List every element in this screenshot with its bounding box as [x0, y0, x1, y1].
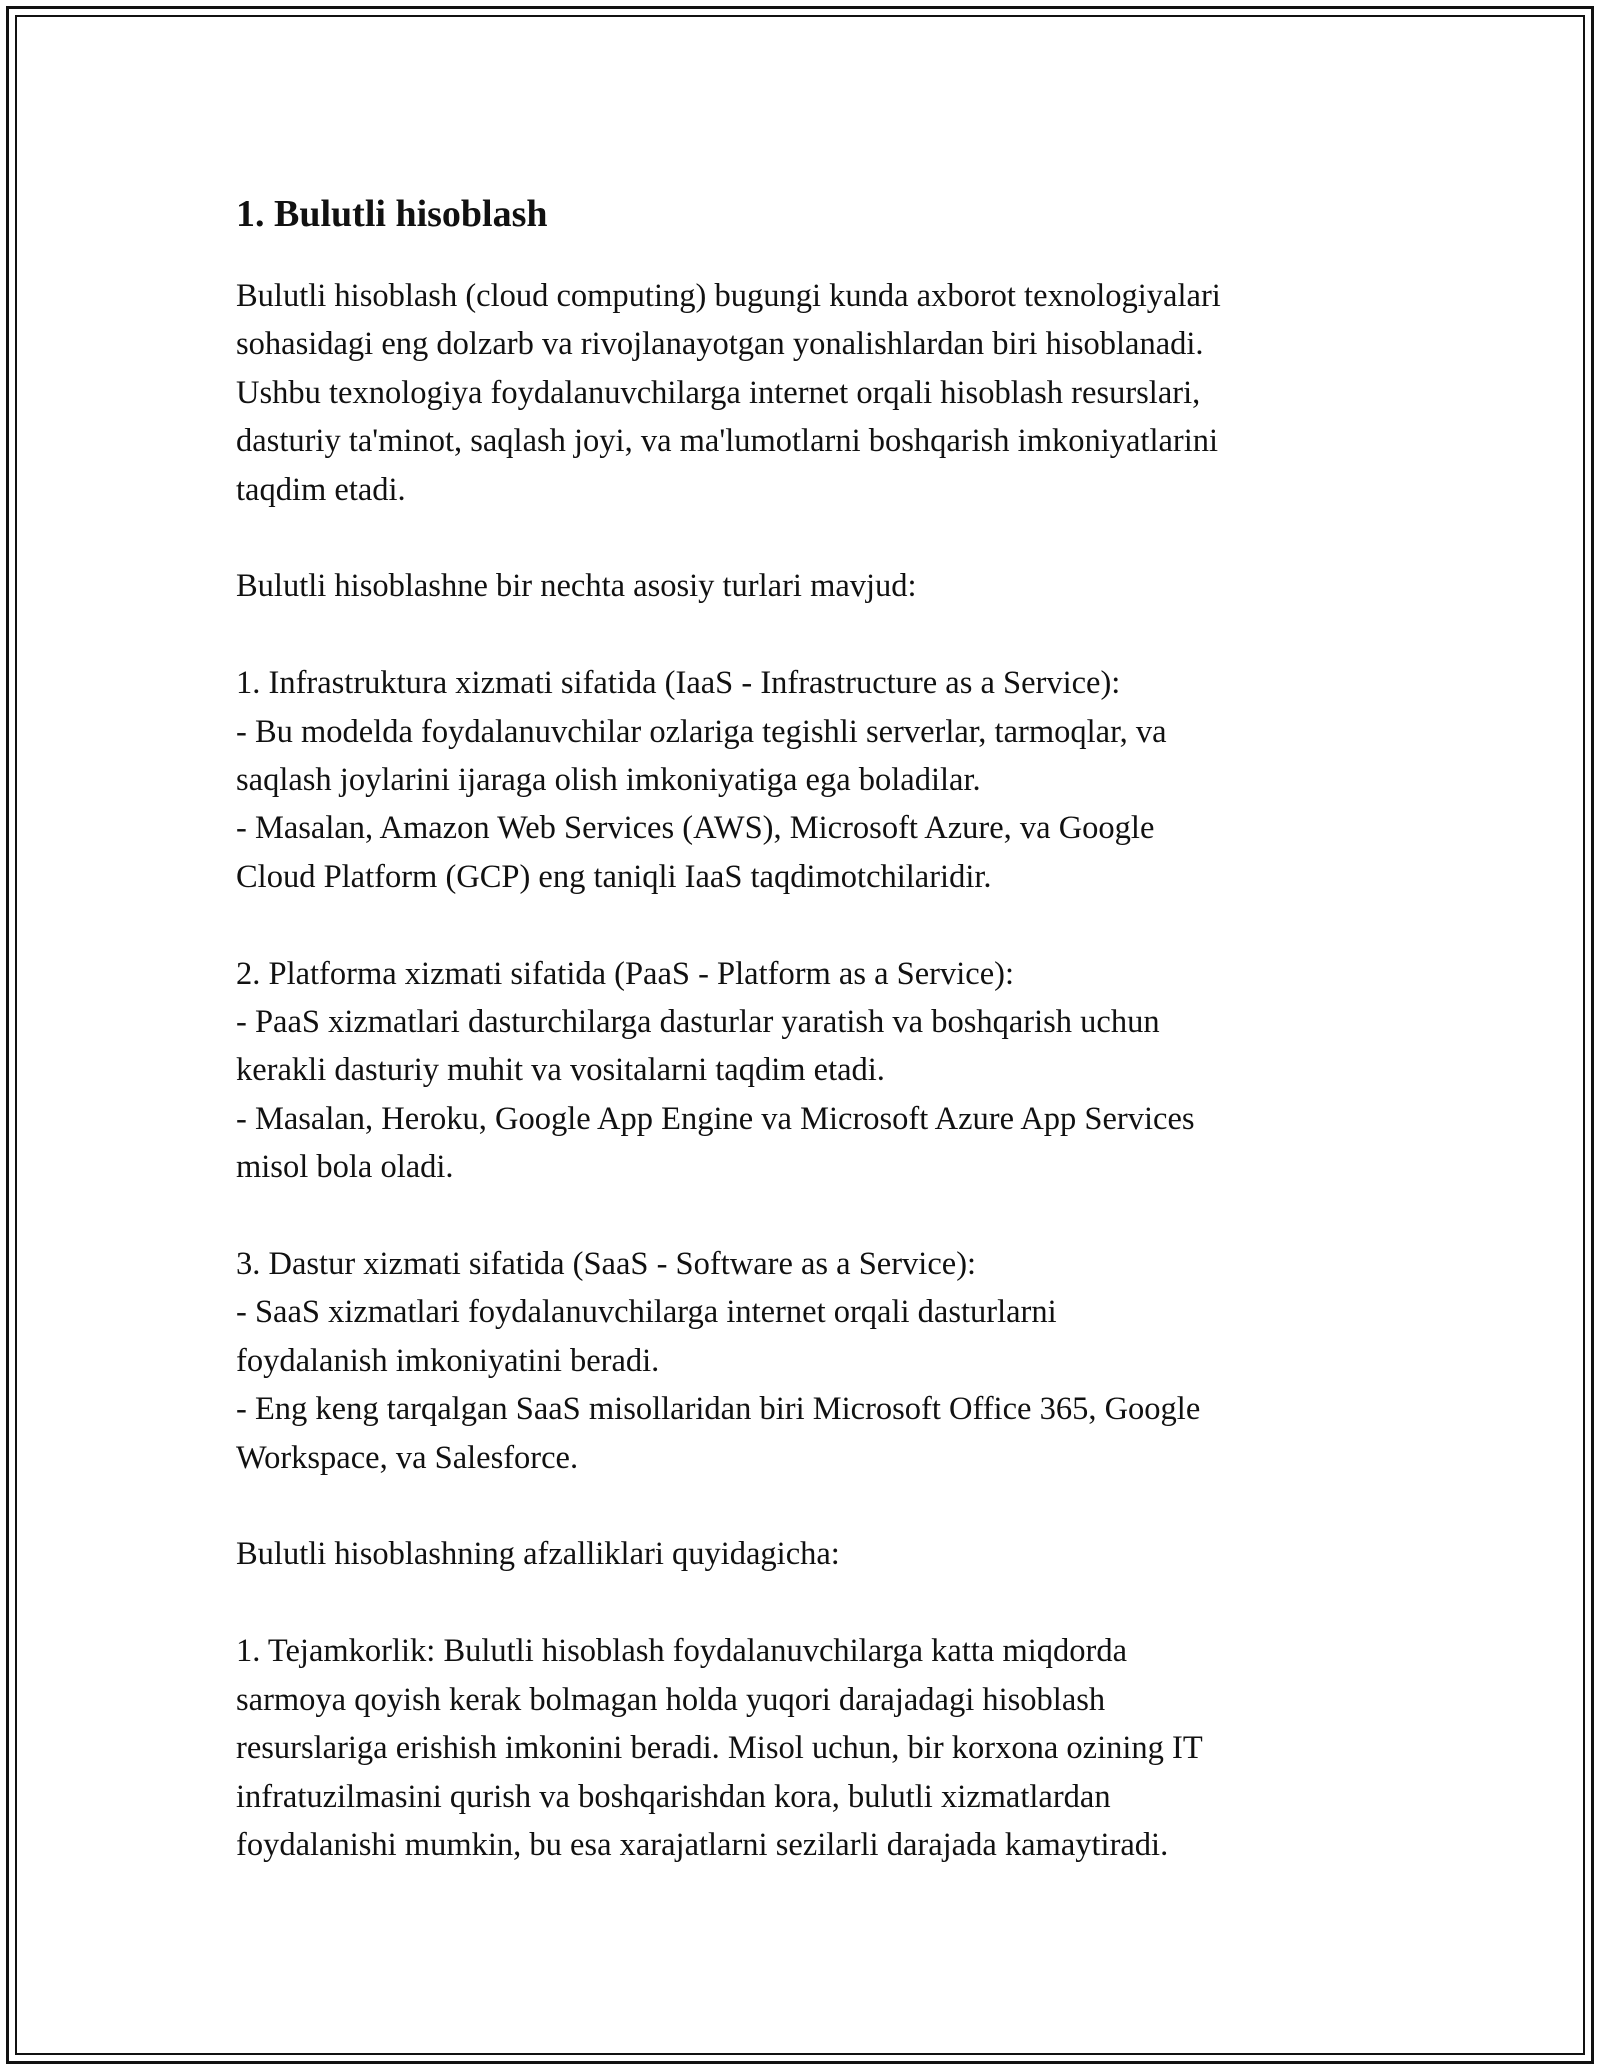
types-heading: Bulutli hisoblashne bir nechta asosiy turlari mavjud: [236, 568, 917, 605]
saas-section: 3. Dastur xizmati sifatida (SaaS - Software as a Service): - SaaS xizmatlari foydalanuvchilarga internet orqali dasturlarni foydalanish imkoniyatini beradi. - Eng keng tarqalgan SaaS misollaridan biri Microsoft Office 365, Google Workspace, va Salesforce. [236, 1246, 1201, 1476]
spacer [236, 611, 1376, 659]
spacer [236, 1482, 1376, 1530]
advantage-cost-efficiency: 1. Tejamkorlik: Bulutli hisoblash foydalanuvchilarga katta miqdorda sarmoya qoyish kerak bolmagan holda yuqori darajadagi hisoblash resurslariga erishish imkonini beradi. Misol uchun, bir korxona ozining IT infratuzilmasini qurish va boshqarishdan kora, bulutli xizmatlardan foydalanishi mumkin, bu esa xarajatlarni sezilarli darajada kamaytiradi. [236, 1633, 1203, 1863]
spacer [236, 514, 1376, 562]
spacer [236, 1579, 1376, 1627]
advantages-heading: Bulutli hisoblashning afzalliklari quyidagicha: [236, 1536, 840, 1573]
page-title: 1. Bulutli hisoblash [236, 193, 548, 235]
iaas-section: 1. Infrastruktura xizmati sifatida (IaaS - Infrastructure as a Service): - Bu modelda foydalanuvchilar ozlariga tegishli serverlar, tarmoqlar, va saqlash joylarini ijaraga olish imkoniyatiga ega boladilar. - Masalan, Amazon Web Services (AWS), Microsoft Azure, va Google Cloud Platform (GCP) eng taniqli IaaS taqdimotchilaridir. [236, 665, 1167, 895]
document-body [236, 186, 1376, 1869]
spacer [236, 901, 1376, 949]
spacer [236, 1192, 1376, 1240]
intro-paragraph: Bulutli hisoblash (cloud computing) bugungi kunda axborot texnologiyalari sohasidagi eng dolzarb va rivojlanayotgan yonalishlardan biri hisoblanadi. Ushbu texnologiya foydalanuvchilarga internet orqali hisoblash resurslari, dasturiy ta'minot, saqlash joyi, va ma'lumotlarni boshqarish imkoniyatlarini taqdim etadi. [236, 278, 1221, 508]
paas-section: 2. Platforma xizmati sifatida (PaaS - Platform as a Service): - PaaS xizmatlari dasturchilarga dasturlar yaratish va boshqarish uchun kerakli dasturiy muhit va vositalarni taqdim etadi. - Masalan, Heroku, Google App Engine va Microsoft Azure App Services misol bola oladi. [236, 955, 1195, 1186]
